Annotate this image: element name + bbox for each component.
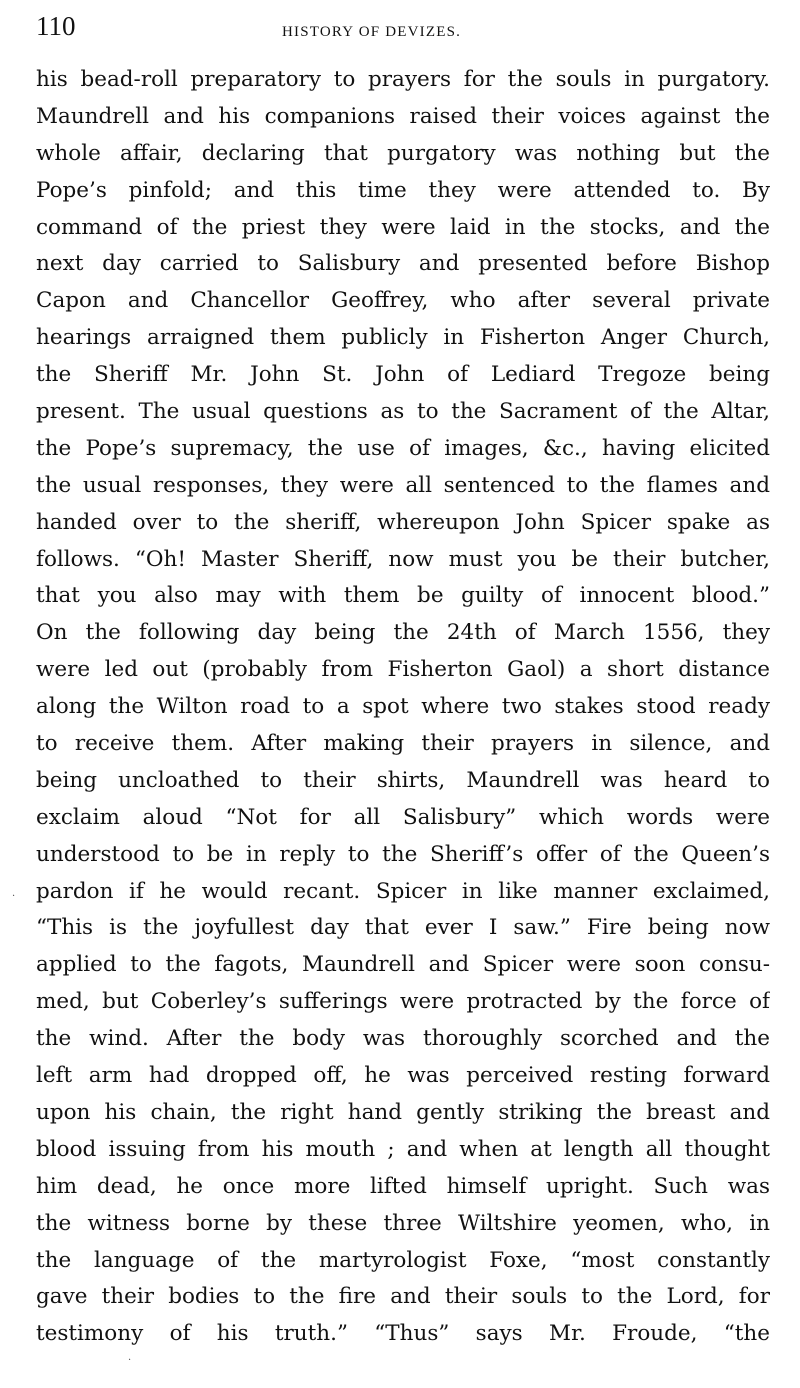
print-speck: ·: [12, 891, 16, 902]
text-line: to receive them. After making their prayers in silence, and: [36, 731, 770, 757]
text-line: being uncloathed to their shirts, Maundrell was heard to: [36, 767, 770, 793]
text-line: upon his chain, the right hand gently striking the breast and: [36, 1099, 770, 1125]
text-line: the witness borne by these three Wiltshire yeomen, who, in: [36, 1210, 770, 1236]
text-line: med, but Coberley’s sufferings were protracted by the force of: [36, 989, 770, 1015]
text-line: whole affair, declaring that purgatory was nothing but the: [36, 140, 770, 166]
text-line: hearings arraigned them publicly in Fisherton Anger Church,: [36, 325, 770, 351]
text-line: Maundrell and his companions raised their voices against the: [36, 103, 770, 129]
body-text: [36, 62, 770, 1353]
text-line: him dead, he once more lifted himself upright. Such was: [36, 1173, 770, 1199]
text-line: understood to be in reply to the Sheriff’s offer of the Queen’s: [36, 841, 770, 867]
text-line: exclaim aloud “Not for all Salisbury” which words were: [36, 804, 770, 830]
text-line: the Pope’s supremacy, the use of images, &c., having elicited: [36, 435, 770, 461]
page-header: [36, 6, 770, 46]
text-line: pardon if he would recant. Spicer in like manner exclaimed,: [36, 878, 770, 904]
text-line: that you also may with them be guilty of innocent blood.”: [36, 583, 770, 609]
text-line: On the following day being the 24th of March 1556, they: [36, 620, 770, 646]
text-line: handed over to the sheriff, whereupon John Spicer spake as: [36, 509, 770, 535]
text-line: his bead-roll preparatory to prayers for the souls in purgatory.: [36, 67, 770, 92]
text-line: command of the priest they were laid in the stocks, and the: [36, 214, 770, 240]
text-line: testimony of his truth.” “Thus” says Mr. Froude, “the: [36, 1321, 770, 1347]
text-line: the Sheriff Mr. John St. John of Lediard Tregoze being: [36, 362, 770, 388]
text-line: gave their bodies to the fire and their souls to the Lord, for: [36, 1284, 770, 1310]
text-line: Pope’s pinfold; and this time they were attended to. By: [36, 177, 770, 203]
text-line: follows. “Oh! Master Sheriff, now must you be their butcher,: [36, 546, 770, 572]
print-speck: ·: [128, 1355, 132, 1366]
text-line: Capon and Chancellor Geoffrey, who after several private: [36, 288, 770, 314]
page-number: 110: [36, 11, 76, 41]
text-line: present. The usual questions as to the Sacrament of the Altar,: [36, 399, 770, 425]
text-line: applied to the fagots, Maundrell and Spicer were soon consu-: [36, 952, 770, 978]
text-line: were led out (probably from Fisherton Gaol) a short distance: [36, 657, 770, 683]
running-head: HISTORY OF DEVIZES.: [282, 24, 462, 40]
text-line: the wind. After the body was thoroughly scorched and the: [36, 1026, 770, 1052]
text-line: blood issuing from his mouth ; and when at length all thought: [36, 1136, 770, 1162]
text-line: the usual responses, they were all sentenced to the flames and: [36, 472, 770, 498]
text-line: next day carried to Salisbury and presented before Bishop: [36, 251, 770, 277]
text-line: the language of the martyrologist Foxe, “most constantly: [36, 1247, 770, 1273]
text-line: “This is the joyfullest day that ever I saw.” Fire being now: [36, 915, 770, 941]
text-line: along the Wilton road to a spot where two stakes stood ready: [36, 694, 770, 720]
text-line: left arm had dropped off, he was perceived resting forward: [36, 1063, 770, 1089]
